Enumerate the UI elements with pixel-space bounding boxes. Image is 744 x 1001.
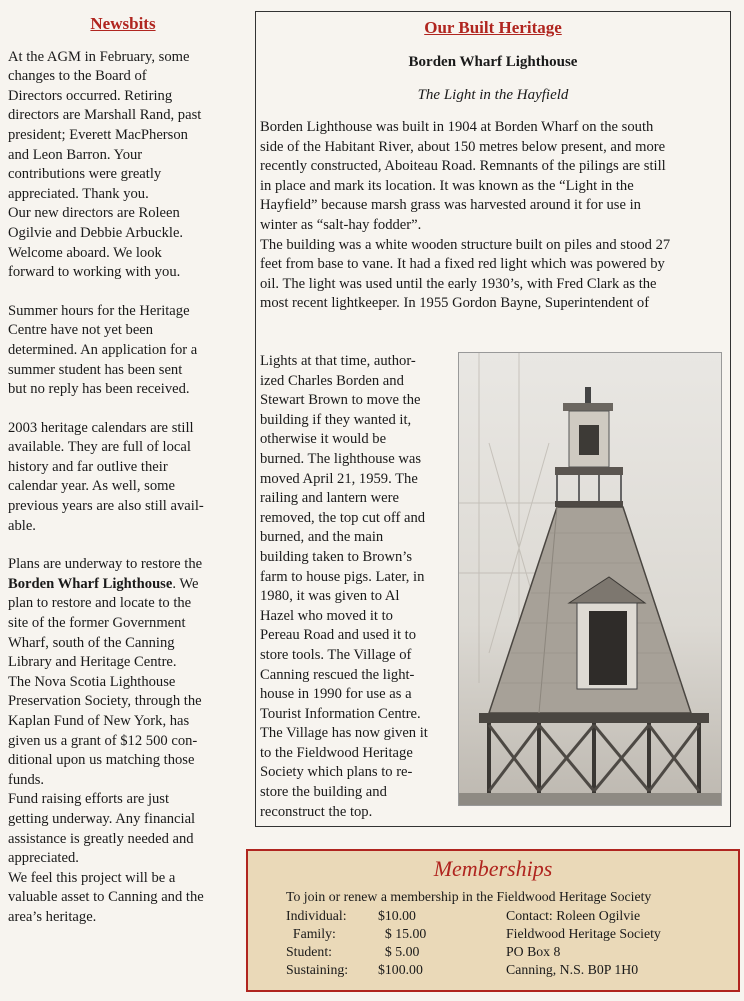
text-line: otherwise it would be — [260, 431, 387, 448]
text-line: appreciated. Thank you. — [8, 185, 149, 202]
text-line: Kaplan Fund of New York, has — [8, 713, 190, 729]
contact-address: Canning, N.S. B0P 1H0 — [506, 962, 639, 977]
article-title: Borden Wharf Lighthouse — [408, 54, 578, 70]
fee-row-student — [286, 942, 476, 961]
text-line: Tourist Information Centre. — [260, 705, 421, 722]
text-line: ditional upon us matching those — [8, 752, 195, 769]
memberships-box — [246, 849, 740, 992]
text-line: side of the Habitant River, about 150 metres below present, and more — [260, 138, 666, 155]
text-line: Stewart Brown to move the — [260, 392, 421, 409]
fee-value: $100.00 — [378, 962, 423, 977]
text-line: forward to working with you. — [8, 264, 181, 281]
text-line: determined. An application for a — [8, 341, 198, 358]
text-line: history and far outlive their — [8, 458, 168, 475]
newsbits-heading: Newsbits — [90, 14, 156, 33]
text-line: Centre have not yet been — [8, 322, 154, 339]
text-line: and Leon Barron. Your — [8, 146, 143, 163]
text-line: getting underway. Any financial — [8, 810, 196, 827]
contact-organization: Fieldwood Heritage Society — [506, 926, 661, 941]
fee-label: Individual: — [286, 908, 347, 923]
text-line: plan to restore and locate to the — [8, 595, 192, 612]
text-line: Canning rescued the light- — [260, 666, 415, 683]
text-line: given us a grant of $12 500 con- — [8, 732, 198, 749]
article-subtitle: The Light in the Hayfield — [417, 87, 569, 103]
text-line: 1980, it was given to Al — [260, 588, 400, 605]
text-line: oil. The light was used until the early 1930’s, with Fred Clark as the — [260, 275, 657, 292]
text-line: appreciated. — [8, 850, 79, 867]
text-line: directors are Marshall Rand, past — [8, 107, 202, 124]
fee-row-family — [286, 924, 476, 943]
text-line: site of the former Government — [8, 615, 186, 632]
newsbits-paragraph-calendars — [8, 419, 238, 537]
text-line: Welcome aboard. We look — [8, 244, 162, 261]
text-line: to the Fieldwood Heritage — [260, 744, 413, 761]
built-heritage-box — [255, 11, 731, 827]
text-line: store the building and — [260, 784, 387, 801]
lighthouse-photo — [458, 352, 722, 806]
text-line: building taken to Brown’s — [260, 548, 413, 565]
text-line: Summer hours for the Heritage — [8, 302, 190, 319]
text-line: Lights at that time, author- — [260, 353, 416, 369]
newsbits-paragraph-board — [8, 48, 238, 283]
text-line — [8, 575, 238, 595]
fee-row-individual — [286, 906, 476, 925]
fee-value: $ 5.00 — [378, 944, 420, 959]
text-line: The Nova Scotia Lighthouse — [8, 673, 176, 690]
text-line: burned, and the main — [260, 529, 384, 546]
contact-name: Contact: Roleen Ogilvie — [506, 908, 641, 923]
text-line: available. They are full of local — [8, 439, 191, 456]
fee-value: $ 15.00 — [378, 926, 427, 941]
text-line: Ogilvie and Debbie Arbuckle. — [8, 224, 184, 241]
text-line: burned. The lighthouse was — [260, 450, 422, 467]
text-line: in place and mark its location. It was known as the “Light in the — [260, 177, 634, 194]
text-line: building if they wanted it, — [260, 411, 412, 428]
fee-label: Family: — [286, 926, 336, 941]
memberships-title: Memberships — [433, 856, 553, 881]
text-line: Wharf, south of the Canning — [8, 634, 175, 651]
newsbits-paragraph-summer — [8, 302, 238, 400]
text-line: recently constructed, Aboiteau Road. Remnants of the pilings are still — [260, 158, 666, 175]
newsbits-column — [8, 14, 238, 947]
text-line: Our new directors are Roleen — [8, 205, 180, 222]
fee-row-sustaining — [286, 960, 476, 979]
contact-po-box: PO Box 8 — [506, 944, 561, 959]
text-line: Preservation Society, through the — [8, 693, 202, 710]
lighthouse-illustration — [459, 353, 721, 805]
text-line: reconstruct the top. — [260, 803, 373, 820]
text-line: Borden Lighthouse was built in 1904 at Borden Wharf on the south — [260, 119, 654, 135]
newsbits-paragraph-lighthouse — [8, 555, 238, 927]
text-line: area’s heritage. — [8, 908, 97, 925]
text-line: feet from base to vane. It had a fixed red light which was powered by — [260, 256, 665, 273]
text-line: farm to house pigs. Later, in — [260, 568, 425, 585]
text-line: store tools. The Village of — [260, 646, 412, 663]
fee-label: Student: — [286, 944, 332, 959]
text-line: Pereau Road and used it to — [260, 627, 417, 644]
text-line: Hayfield” because marsh grass was harvested around it for use in — [260, 197, 641, 214]
text-line: Fund raising efforts are just — [8, 791, 170, 808]
text-line: valuable asset to Canning and the — [8, 889, 204, 906]
text-line: removed, the top cut off and — [260, 509, 426, 526]
lighthouse-name-bold: Borden Wharf Lighthouse — [8, 575, 173, 592]
text-line: previous years are also still avail- — [8, 498, 204, 515]
text-line: calendar year. As well, some — [8, 478, 175, 495]
fee-value: $10.00 — [378, 908, 416, 923]
text-line: 2003 heritage calendars are still — [8, 419, 194, 436]
text-line: summer student has been sent — [8, 361, 183, 378]
text-line: Society which plans to re- — [260, 764, 413, 781]
text-line: assistance is greatly needed and — [8, 830, 194, 847]
text-line: Directors occurred. Retiring — [8, 87, 173, 104]
text-line: railing and lantern were — [260, 490, 399, 507]
text-line: able. — [8, 517, 36, 534]
text-line: The building was a white wooden structure built on piles and stood 27 — [260, 236, 671, 253]
text-line: but no reply has been received. — [8, 381, 190, 398]
text-line: The Village has now given it — [260, 725, 428, 742]
text-line: Library and Heritage Centre. — [8, 654, 177, 671]
text-line: Hazel who moved it to — [260, 607, 393, 624]
text-line: house in 1990 for use as a — [260, 686, 412, 703]
text-line: funds. — [8, 771, 45, 788]
text-line: ized Charles Borden and — [260, 372, 404, 389]
built-heritage-heading: Our Built Heritage — [424, 18, 562, 37]
text-fragment: . We — [172, 575, 199, 592]
text-line: contributions were greatly — [8, 166, 162, 183]
article-body — [260, 118, 726, 314]
text-line: changes to the Board of — [8, 68, 147, 85]
text-line: winter as “salt-hay fodder”. — [260, 216, 422, 233]
text-line: At the AGM in February, some — [8, 48, 190, 65]
fee-label: Sustaining: — [286, 962, 349, 977]
text-line: moved April 21, 1959. The — [260, 470, 418, 487]
text-line: most recent lightkeeper. In 1955 Gordon Bayne, Superintendent of — [260, 295, 650, 312]
text-line: Plans are underway to restore the — [8, 556, 203, 573]
memberships-intro: To join or renew a membership in the Fieldwood Heritage Society — [286, 889, 652, 904]
text-line: president; Everett MacPherson — [8, 126, 188, 143]
article-body-wrapped — [260, 352, 456, 822]
text-line: We feel this project will be a — [8, 869, 176, 886]
